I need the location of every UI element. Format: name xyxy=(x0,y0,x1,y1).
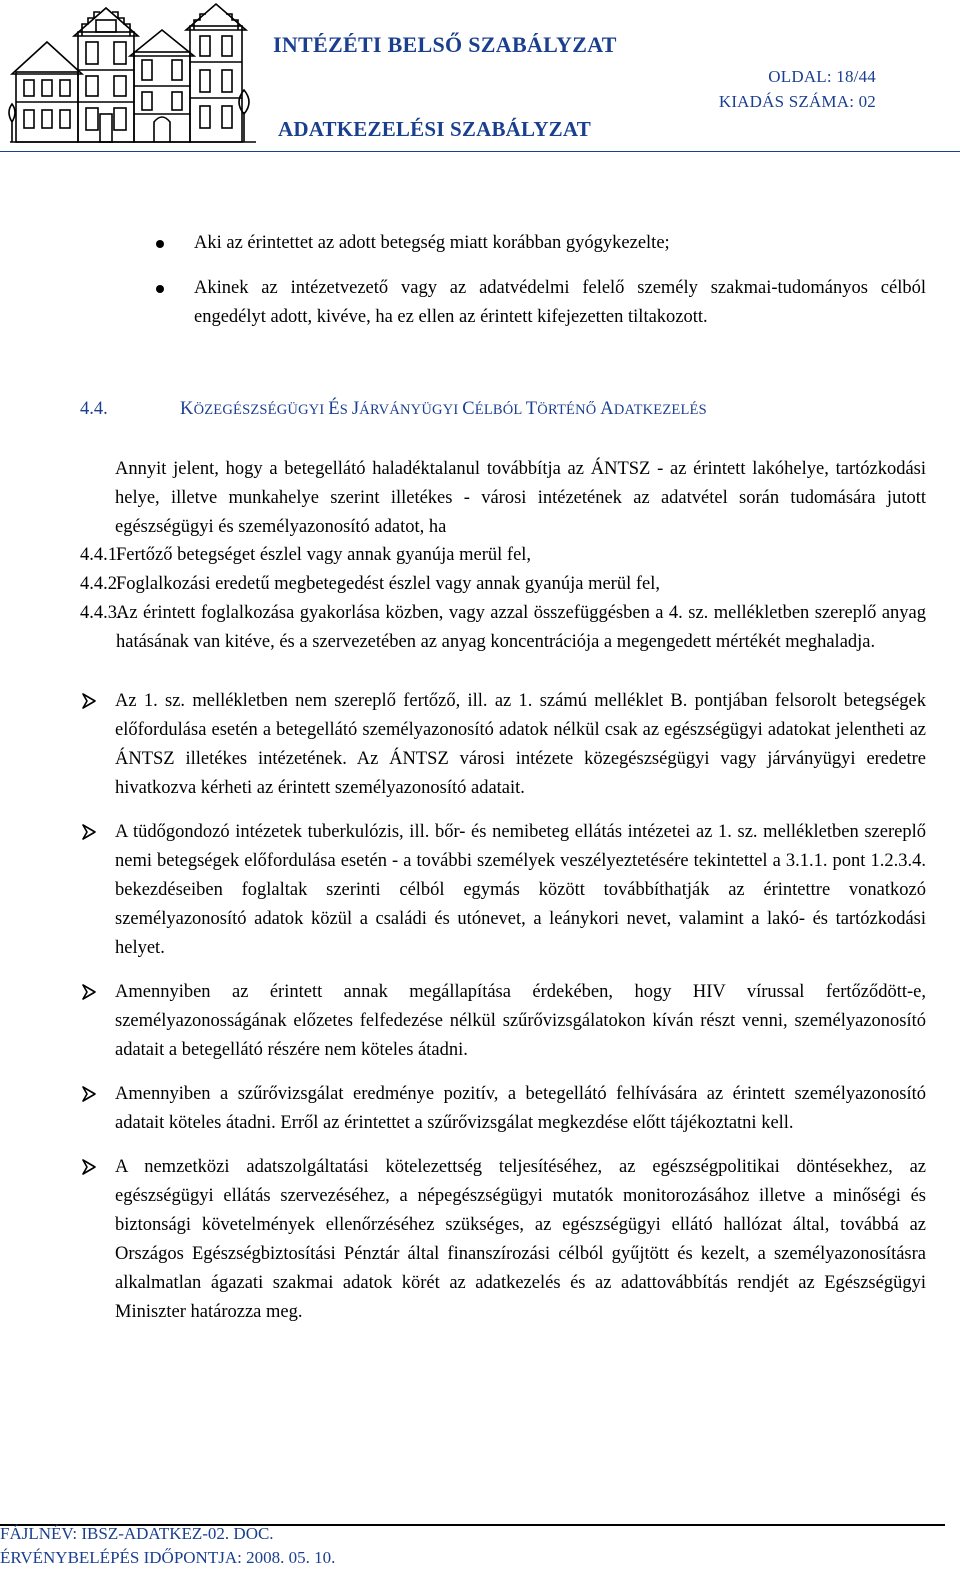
subsection-text: Az érintett foglalkozása gyakorlása közben, vagy azzal összefüggésben a 4. sz. mellékletben szereplő anyag hatásának van kitéve, és a szervezetében az anyag koncentrációja a megengedett mértékét meghaladja. xyxy=(116,603,926,652)
subsection-number: 4.4.1. xyxy=(80,545,122,565)
title-rest: ÖZEGÉSZSÉGÜGYI xyxy=(193,402,329,418)
footer-filename: FÁJLNÉV: IBSZ-ADATKEZ-02. DOC. xyxy=(0,1524,274,1543)
document-subtitle: ADATKEZELÉSI SZABÁLYZAT xyxy=(278,117,591,141)
subsection-number: 4.4.2. xyxy=(80,574,122,594)
subsection-text: Foglalkozási eredetű megbetegedést észlel vagy annak gyanúja merül fel, xyxy=(116,574,660,594)
list-item xyxy=(0,274,960,332)
subsection-number: 4.4.3. xyxy=(80,603,122,623)
list-item-text: Amennyiben a szűrővizsgálat eredménye pozitív, a betegellátó felhívására az érintett személyazonosító adatait köteles átadni. Erről az érintettet a szűrővizsgálat megkezdése előtt tájékoztatni kell. xyxy=(115,1084,926,1133)
arrow-bullet-icon xyxy=(82,1086,96,1102)
list-item xyxy=(0,1153,960,1327)
title-cap: T xyxy=(525,399,538,419)
header-meta xyxy=(719,64,876,114)
section-number: 4.4. xyxy=(80,399,108,419)
bullet-list xyxy=(0,229,960,348)
title-cap: A xyxy=(600,399,614,419)
footer-effective-date: ÉRVÉNYBELÉPÉS IDŐPONTJA: 2008. 05. 10. xyxy=(0,1548,336,1567)
list-item xyxy=(0,687,960,803)
title-rest: ÖRTÉNŐ xyxy=(537,402,601,418)
arrow-bullet-icon xyxy=(82,984,96,1000)
title-rest: ÁRVÁNYÜGYI xyxy=(359,402,463,418)
list-item xyxy=(0,229,960,258)
list-item xyxy=(0,978,960,1065)
section-title xyxy=(180,399,707,420)
title-cap: C xyxy=(462,399,475,419)
title-cap: K xyxy=(180,399,194,419)
arrow-bullet-icon xyxy=(82,824,96,840)
title-cap: J xyxy=(351,399,360,419)
document-title: INTÉZÉTI BELSŐ SZABÁLYZAT xyxy=(273,32,617,57)
list-item xyxy=(0,1080,960,1138)
list-item-text: Amennyiben az érintett annak megállapítása érdekében, hogy HIV vírussal fertőződött-e, személyazonosságának előzetes felfedezése nélkül szűrővizsgálatokon kíván részt venni, személyazonosító adatait a betegellátó részére nem köteles átadni. xyxy=(115,982,926,1060)
list-item-text: Az 1. sz. mellékletben nem szereplő fertőző, ill. az 1. számú melléklet B. pontjában felsorolt betegségek előfordulása esetén a betegellátó személyazonosító adatok nélkül csak az egészségügyi adatokat jelentheti az ÁNTSZ illetékes intézetének. Az ÁNTSZ városi intézete közegészségügyi vagy járványügyi eredetre hivatkozva kérheti az érintett személyazonosító adatait. xyxy=(115,691,926,798)
bullet-icon xyxy=(156,285,164,293)
subsection xyxy=(80,541,926,570)
page-footer xyxy=(0,1522,335,1570)
subsection-text: Fertőző betegséget észlel vagy annak gyanúja merül fel, xyxy=(116,545,532,565)
building-drawing-icon xyxy=(8,2,258,146)
section-intro: Annyit jelent, hogy a betegellátó haladéktalanul továbbítja az ÁNTSZ - az érintett lakóhelye, tartózkodási helye, illetve munkahelye szerint illetékes - városi intézetének az adatvétel során tudomására jutott egészségügyi és személyazonosító adatot, ha xyxy=(115,459,926,537)
edition-number: KIADÁS SZÁMA: 02 xyxy=(718,92,876,111)
page-number: OLDAL: 18/44 xyxy=(768,67,876,86)
list-item-text: A tüdőgondozó intézetek tuberkulózis, ill. bőr- és nemibeteg ellátás intézetei az 1. sz. mellékletben szereplő nemi betegségek előfordulása esetén - a további személyek veszélyeztetésére tekintettel a 3.1.1. pont 1.2.3.4. bekezdéseiben foglaltak szerinti célból egymás között továbbíthatják az érintettre vonatkozó személyazonosító adatok közül a családi és utónevet, a leánykori nevet, valamint a lakó- és tartózkodási helyet. xyxy=(115,822,926,958)
title-cap: É xyxy=(328,399,340,419)
arrow-list xyxy=(0,687,960,1342)
title-rest: S xyxy=(339,402,352,418)
title-rest: DATKEZELÉS xyxy=(613,402,707,418)
bullet-icon xyxy=(156,240,164,248)
subsection xyxy=(80,599,926,657)
list-item-text: A nemzetközi adatszolgáltatási kötelezettség teljesítéséhez, az egészségpolitikai döntésekhez, az egészségügyi ellátás szervezéséhez, a népegészségügyi mutatók monitorozásához illetve a minőségi és biztonsági követelmények ellenőrzéséhez szükséges, az egészségügyi ellátó hallózat által, továbbá az Országos Egészségbiztosítási Pénztár által finanszírozási célból gyűjtött és kezelt, a személyazonosításra alkalmatlan ágazati szakmai adatok körét az adatkezelés és az adattovábbítás rendjét az Egészségügyi Miniszter határozza meg. xyxy=(115,1157,926,1322)
header-divider xyxy=(0,151,960,152)
page-header xyxy=(0,0,960,152)
arrow-bullet-icon xyxy=(82,693,96,709)
list-item-text: Akinek az intézetvezető vagy az adatvédelmi felelő személy szakmai-tudományos célból engedélyt adott, kivéve, ha ez ellen az érintett kifejezetten tiltakozott. xyxy=(194,278,926,327)
subsection xyxy=(80,570,926,599)
arrow-bullet-icon xyxy=(82,1159,96,1175)
list-item-text: Aki az érintettet az adott betegség miatt korábban gyógykezelte; xyxy=(194,233,670,253)
title-rest: ÉLBÓL xyxy=(474,402,526,418)
list-item xyxy=(0,818,960,963)
